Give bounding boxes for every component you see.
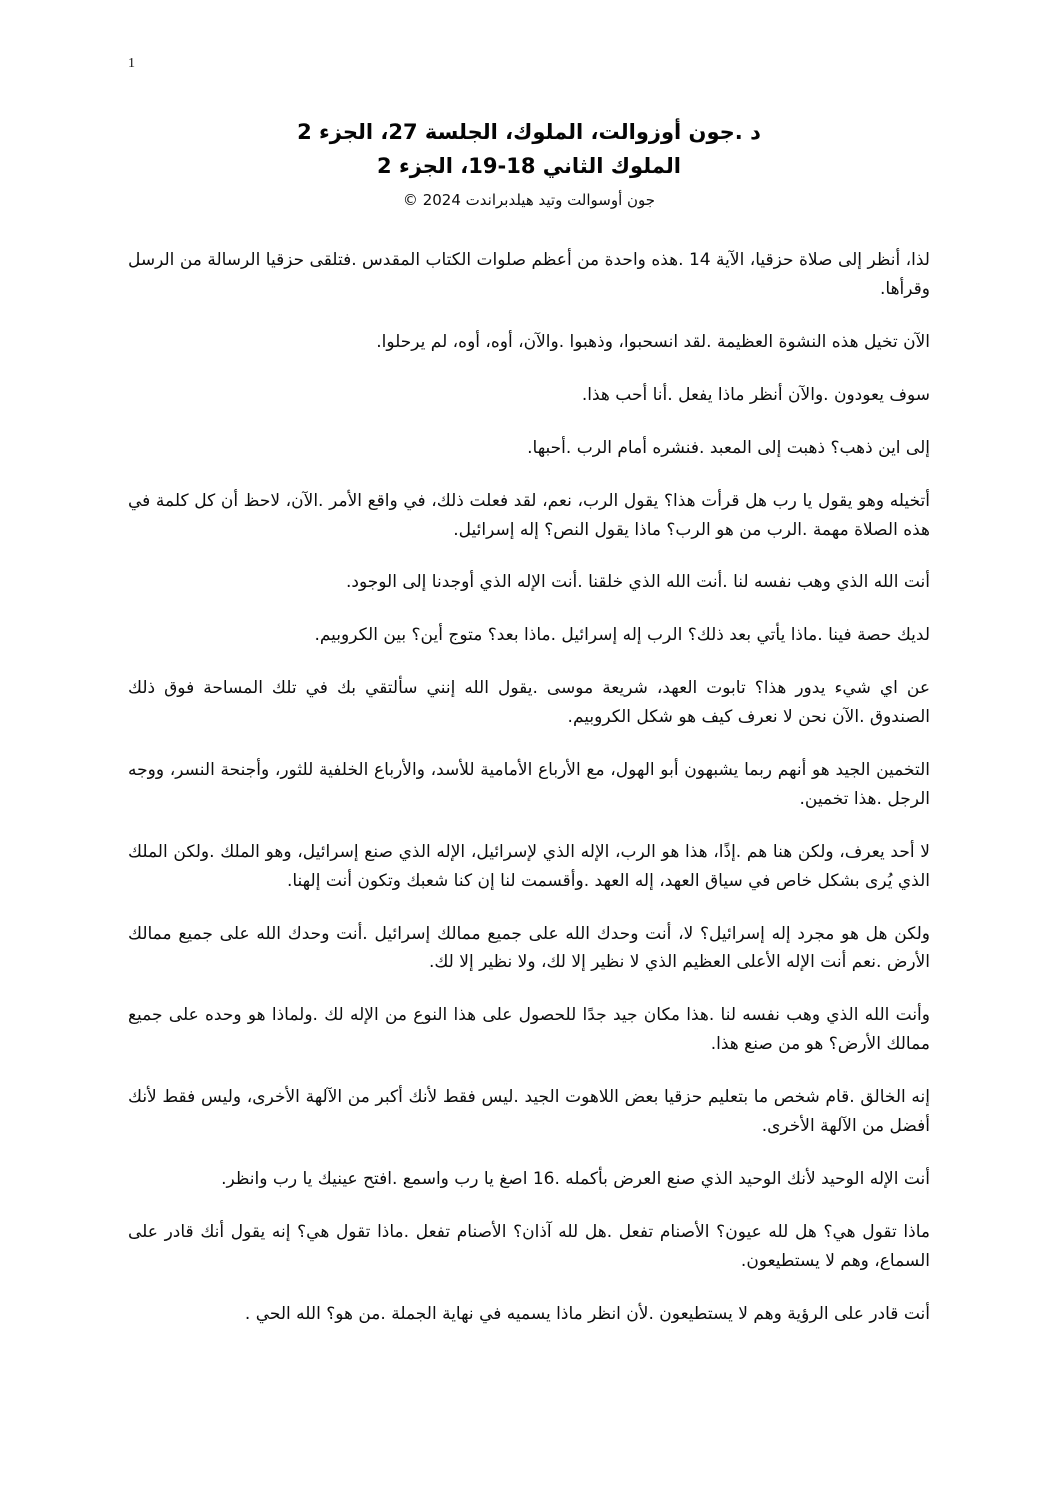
paragraph: أتخيله وهو يقول يا رب هل قرأت هذا؟ يقول الرب، نعم، لقد فعلت ذلك، في واقع الأمر .الآن، لاحظ أن كل كلمة في هذه الصلاة مهمة .الرب من هو الرب؟ ماذا يقول النص؟ إله إسرائيل.	[128, 490, 930, 540]
paragraph: ولكن هل هو مجرد إله إسرائيل؟ لا، أنت وحدك الله على جميع ممالك إسرائيل .أنت وحدك الله على جميع ممالك الأرض .نعم أنت الإله الأعلى العظيم الذي لا نظير إلا لك، ولا نظير إلا لك.	[128, 923, 930, 973]
paragraph: ماذا تقول هي؟ هل لله عيون؟ الأصنام تفعل .هل لله آذان؟ الأصنام تفعل .ماذا تقول هي؟ إنه يقول أنك قادر على السماع، وهم لا يستطيعون.	[128, 1221, 930, 1271]
document-title-line-1: د .جون أوزوالت، الملوك، الجلسة 27، الجزء 2	[297, 120, 761, 144]
paragraph: لذا، أنظر إلى صلاة حزقيا، الآية 14 .هذه واحدة من أعظم صلوات الكتاب المقدس .فتلقى حزقيا الرسالة من الرسل وقرأها.	[128, 250, 930, 300]
paragraph: عن اي شيء يدور هذا؟ تابوت العهد، شريعة موسى .يقول الله إنني سألتقي بك في تلك المساحة فوق ذلك الصندوق .الآن نحن لا نعرف كيف هو شكل الكروبيم.	[128, 678, 930, 728]
paragraph: لديك حصة فينا .ماذا يأتي بعد ذلك؟ الرب إله إسرائيل .ماذا بعد؟ متوج أين؟ بين الكروبيم.	[314, 625, 930, 646]
paragraph: سوف يعودون .والآن أنظر ماذا يفعل .أنا أحب هذا.	[581, 384, 930, 405]
paragraph: أنت الإله الوحيد لأنك الوحيد الذي صنع العرض بأكمله .16 اصغ يا رب واسمع .افتح عينيك يا رب وانظر.	[221, 1168, 930, 1189]
document-title-line-2: الملوك الثاني 18-19، الجزء 2	[377, 153, 681, 178]
paragraph: وأنت الله الذي وهب نفسه لنا .هذا مكان جيد جدًا للحصول على هذا النوع من الإله لك .ولماذا هو وحده على جميع ممالك الأرض؟ هو من صنع هذا.	[128, 1005, 930, 1055]
paragraph: الآن تخيل هذه النشوة العظيمة .لقد انسحبوا، وذهبوا .والآن، أوه، أوه، لم يرحلوا.	[376, 331, 930, 352]
copyright-line: جون أوسوالت وتيد هيلدبراندت 2024 ©	[402, 191, 656, 210]
paragraph: أنت الله الذي وهب نفسه لنا .أنت الله الذي خلقنا .أنت الإله الذي أوجدنا إلى الوجود.	[345, 572, 930, 593]
paragraph: أنت قادر على الرؤية وهم لا يستطيعون .لأن انظر ماذا يسميه في نهاية الجملة .من هو؟ الله الحي .	[244, 1303, 930, 1324]
paragraph: لا أحد يعرف، ولكن هنا هم .إذًا، هذا هو الرب، الإله الذي لإسرائيل، الإله الذي صنع إسرائيل، وهو الملك .ولكن الملك الذي يُرى بشكل خاص في سياق العهد، إله العهد .وأقسمت لنا إن كنا شعبك وتكون أنت إلهنا.	[128, 841, 930, 891]
title-block	[128, 116, 930, 212]
document-body	[128, 246, 930, 1328]
page-number: 1	[128, 56, 135, 71]
paragraph: إنه الخالق .قام شخص ما بتعليم حزقيا بعض اللاهوت الجيد .ليس فقط لأنك أكبر من الآلهة الأخرى، وليس فقط لأنك أفضل من الآلهة الأخرى.	[128, 1087, 930, 1136]
paragraph: إلى اين ذهب؟ ذهبت إلى المعبد .فنشره أمام الرب .أحبها.	[527, 437, 930, 458]
paragraph: التخمين الجيد هو أنهم ربما يشبهون أبو الهول، مع الأرباع الأمامية للأسد، والأرباع الخلفية للثور، وأجنحة النسر، ووجه الرجل .هذا تخمين.	[128, 759, 930, 809]
